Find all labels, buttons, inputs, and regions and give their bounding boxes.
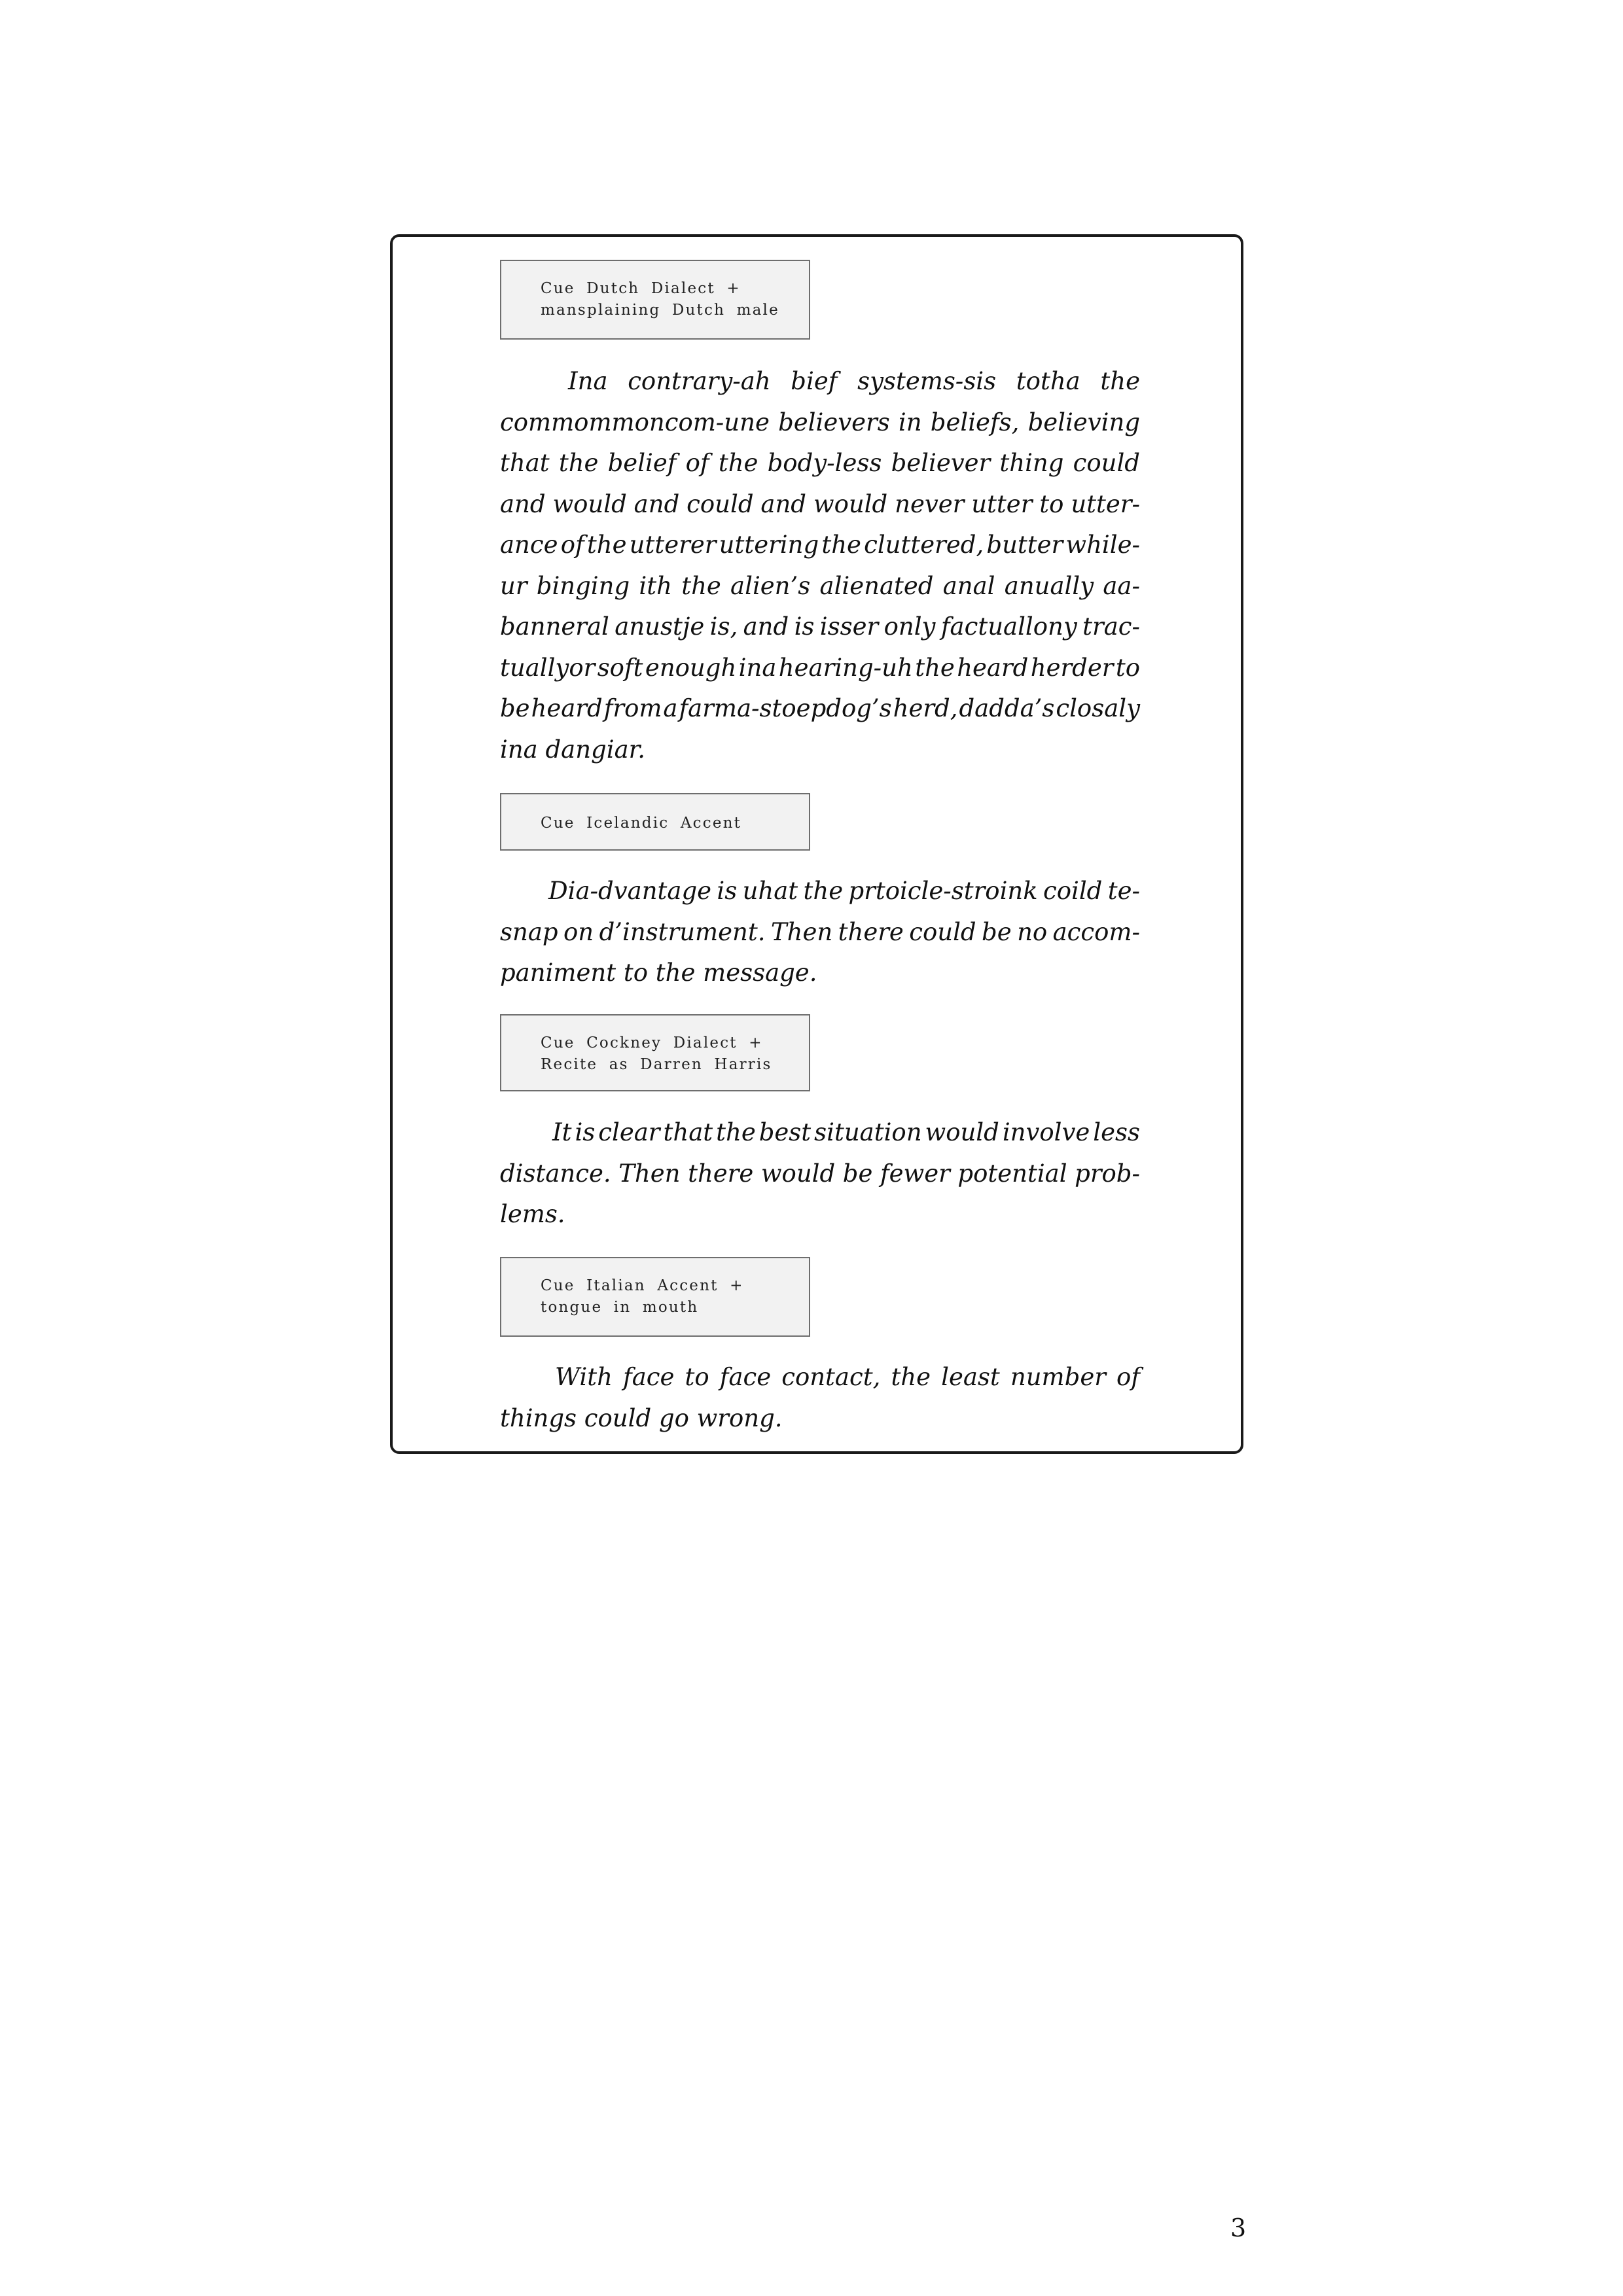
paragraph-dutch: [500, 361, 1140, 770]
paragraph-italian: [500, 1357, 1140, 1439]
text-line: be heard from a farma-stoepdog’s herd, dadda’s closaly: [500, 694, 1140, 722]
text-line: ance of the utterer uttering the cluttered, butter while-: [500, 531, 1140, 559]
text-line: commommoncom-une believers in beliefs, believing: [500, 408, 1140, 436]
text-line: snap on d’instrument. Then there could be no accom-: [500, 917, 1140, 946]
cue-box-italian: [500, 1257, 810, 1337]
text-line: Ina contrary-ah bief systems-sis totha the: [568, 367, 1140, 395]
paragraph-icelandic: [500, 871, 1140, 994]
text-line: It is clear that the best situation would involve less: [552, 1118, 1140, 1146]
text-line: ina dangiar.: [500, 735, 646, 764]
paragraph-cockney: [500, 1112, 1140, 1235]
text-line: banneral anustje is, and is isser only factuallony trac-: [500, 612, 1140, 641]
cue-line: Cue Italian Accent +: [541, 1277, 744, 1294]
text-line: tuallyor soft enough ina hearing-uh the heard herder to: [500, 653, 1140, 682]
cue-line: Recite as Darren Harris: [541, 1056, 772, 1073]
cue-box-dutch: [500, 260, 810, 340]
cue-box-cockney: [500, 1014, 810, 1091]
cue-line: tongue in mouth: [541, 1299, 699, 1316]
cue-line: Cue Cockney Dialect +: [541, 1034, 763, 1051]
cue-line: mansplaining Dutch male: [541, 302, 779, 319]
cue-box-icelandic: [500, 793, 810, 851]
text-line: paniment to the message.: [500, 959, 817, 987]
cue-line: Cue Dutch Dialect +: [541, 280, 741, 297]
text-line: With face to face contact, the least number of: [555, 1363, 1140, 1391]
text-line: ur binging ith the alien’s alienated anal anually aa-: [500, 571, 1140, 600]
text-line: things could go wrong.: [500, 1404, 783, 1432]
text-line: Dia-dvantage is uhat the prtoicle-stroink coild te-: [548, 877, 1140, 905]
text-line: distance. Then there would be fewer potential prob-: [500, 1159, 1140, 1188]
cue-line: Cue Icelandic Accent: [541, 815, 742, 832]
text-line: that the belief of the body-less believer thing could: [500, 449, 1140, 477]
text-line: and would and could and would never utter to utter-: [500, 489, 1140, 518]
text-line: lems.: [500, 1200, 565, 1228]
page-number: 3: [1230, 2214, 1247, 2242]
